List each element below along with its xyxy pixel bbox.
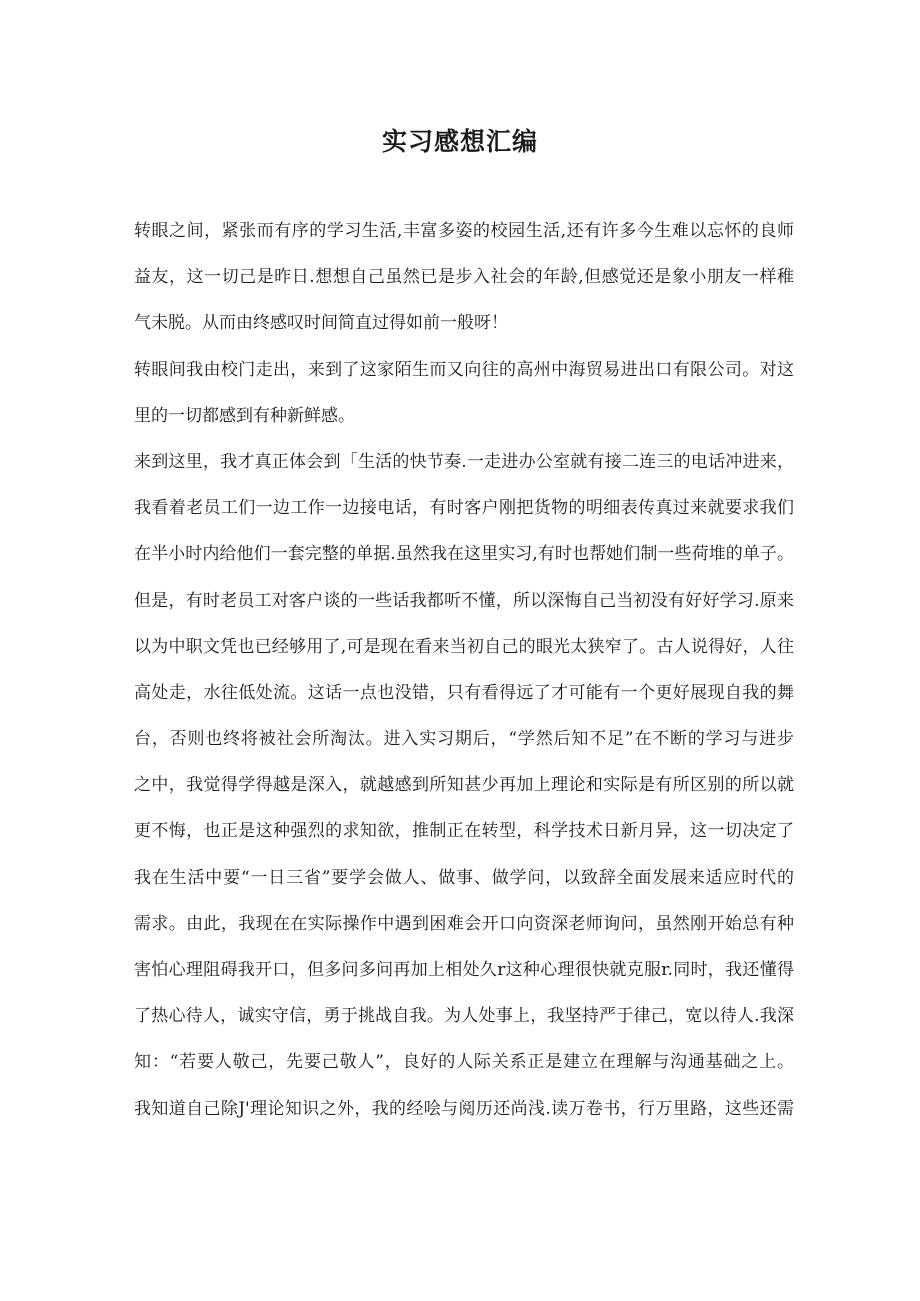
- text-line: 需求。由此，我现在在实际操作中遇到困难会开口向资深老师询问，虽然刚开始总有种: [134, 913, 794, 934]
- text-line: 高处走，水往低处流。这话一点也没错，只有看得远了才可能有一个更好展现自我的舞: [134, 682, 794, 703]
- text-line: 里的一切都感到有种新鲜感。: [134, 405, 355, 426]
- text-line: 我看着老员工们一边工作一边接电话，有时客户刚把货物的明细表传真过来就要求我们: [134, 498, 794, 519]
- document-title: 实习感想汇编: [381, 127, 538, 156]
- text-line: 但是，有时老员工对客户谈的一些话我都听不懂，所以深悔自己当初没有好好学习.原来: [134, 590, 794, 611]
- text-line: 转眼之间，紧张而有序的学习生活,丰富多姿的校园生活,还有许多今生难以忘怀的良师: [134, 221, 794, 241]
- text-line: 台，否则也终将被社会所淘汰。进入实习期后，“学然后知不足”在不断的学习与进步: [134, 729, 794, 750]
- text-line: 之中，我觉得学得越是深入，就越感到所知甚少再加上理论和实际是有所区别的所以就: [134, 775, 794, 796]
- text-line: 气未脱。从而由终感叹时间简直过得如前一般呀！: [134, 313, 508, 334]
- text-line: 更不悔，也正是这种强烈的求知欲，推制正在转型，科学技术日新月异，这一切决定了: [134, 821, 794, 842]
- text-line: 了热心待人，诚实守信，勇于挑战自我。为人处事上，我坚持严于律己，宽以待人.我深: [134, 1006, 794, 1027]
- text-line: 以为中职文凭也已经够用了,可是现在看来当初自己的眼光太狭窄了。古人说得好，人往: [134, 636, 794, 657]
- text-line: 知：“若要人敬己，先要己敬人”，良好的人际关系正是建立在理解与沟通基础之上。: [134, 1052, 794, 1073]
- text-line: 转眼间我由校门走出，来到了这家陌生而又向往的高州中海贸易进出口有限公司。对这: [134, 359, 794, 380]
- text-line: 害怕心理阻碍我开口，但多问多问再加上相处久r这种心理很快就克服r.同时，我还懂得: [134, 960, 794, 980]
- text-line: 在半小时内给他们一套完整的单据.虽然我在这里实习,有时也帮她们制一些荷堆的单子。: [134, 544, 794, 565]
- text-line: 我在生活中要“一日三省”要学会做人、做事、做学问，以致辞全面发展来适应时代的: [134, 867, 794, 888]
- document-body: [134, 208, 794, 1132]
- text-line: 来到这里，我才真正体会到「生活的快节奏.一走进办公室就有接二连三的电话冲进来，: [134, 451, 794, 472]
- text-line: 益友，这一切己是昨日.想想自己虽然已是步入社会的年龄,但感觉还是象小朋友一样稚: [134, 267, 794, 288]
- text-line: 我知道自己除J'理论知识之外，我的经哙与阅历还尚浅.读万卷书，行万里路，这些还需: [134, 1098, 794, 1119]
